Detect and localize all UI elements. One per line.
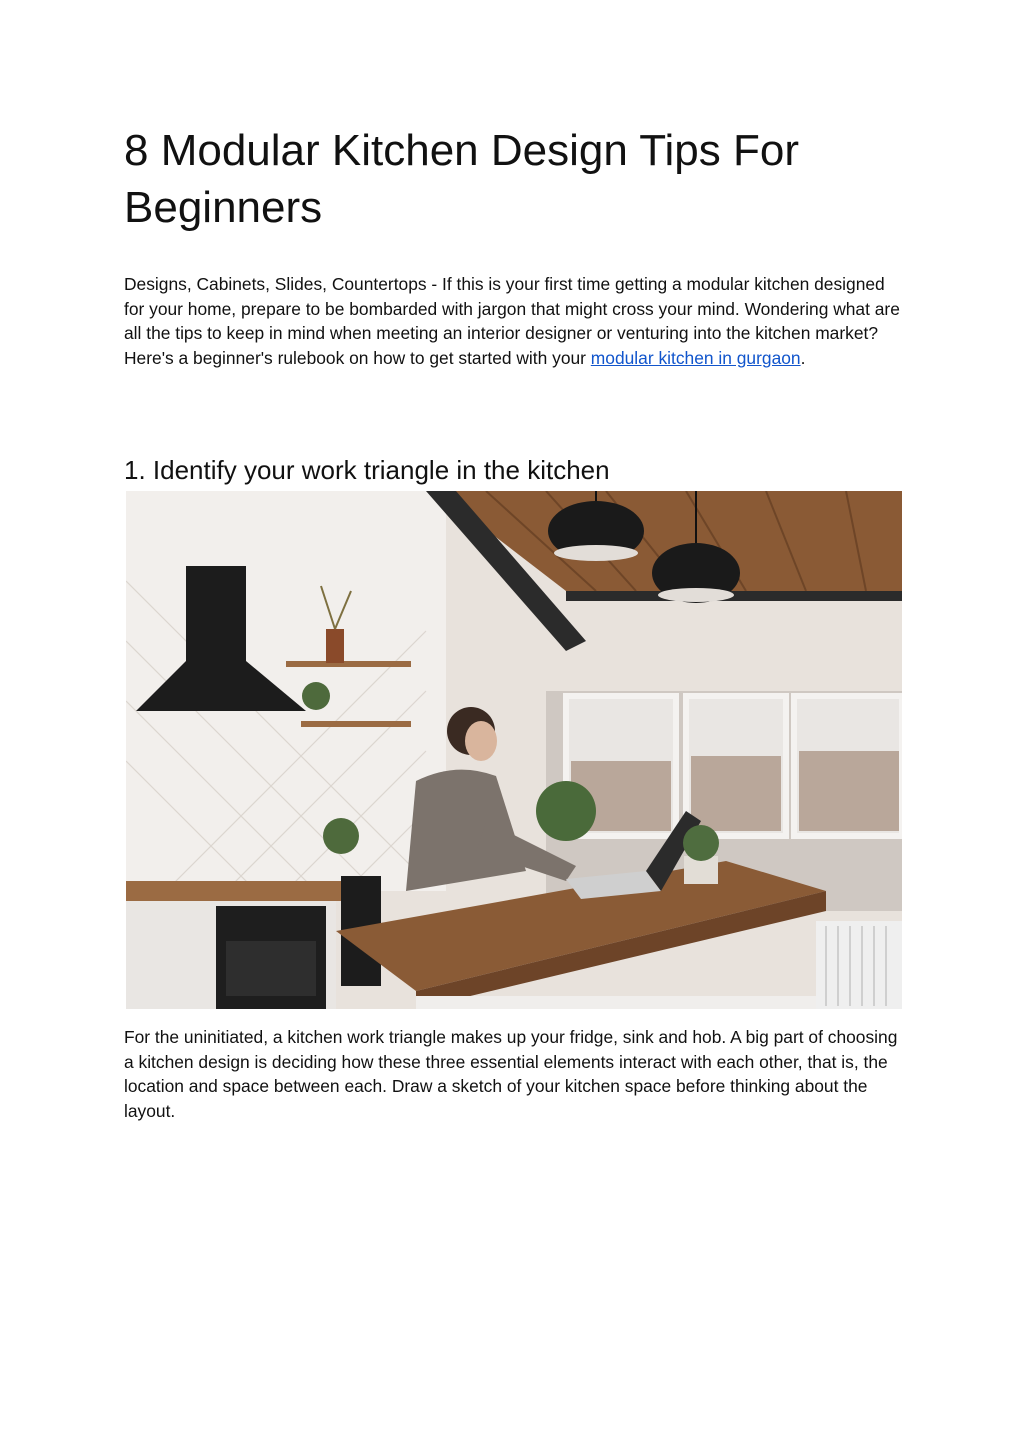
section-1-body: For the uninitiated, a kitchen work triangle makes up your fridge, sink and hob. A big part of choosing a kitchen design is deciding how these three essential elements interact with each other, that is, the location and space between each. Draw a sketch of your kitchen space before thinking about the layout. — [124, 1027, 898, 1121]
kitchen-photo — [126, 491, 902, 1009]
intro-text: Designs, Cabinets, Slides, Countertops - If this is your first time getting a modular kitchen designed for your home, prepare to be bombarded with jargon that might cross your mind. Wondering what are all the tips to keep in mind when meeting an interior designer or venturing into the kitchen market? Here's a beginner's rulebook on how to get started with your — [124, 274, 900, 368]
intro-paragraph — [124, 272, 904, 370]
modular-kitchen-link[interactable]: modular kitchen in gurgaon — [590, 347, 801, 368]
article-title: 8 Modular Kitchen Design Tips For Beginners — [124, 126, 799, 232]
intro-end: . — [800, 347, 806, 368]
section-1-heading: 1. Identify your work triangle in the kitchen — [124, 455, 610, 485]
